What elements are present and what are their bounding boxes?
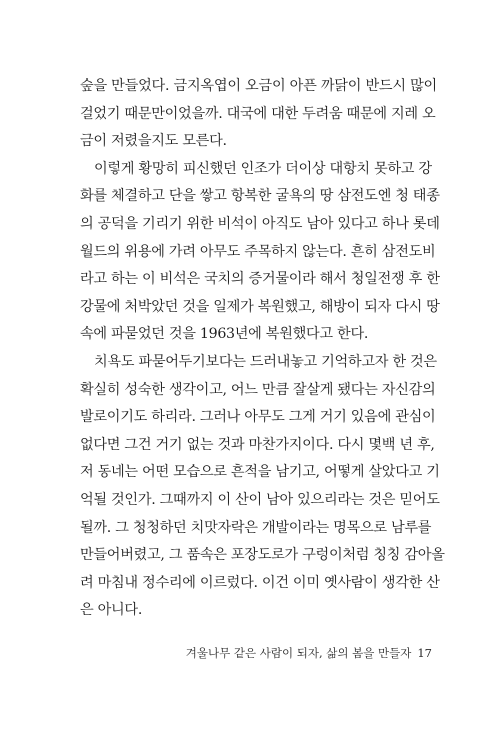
- text-line: 확실히 성숙한 생각이고, 어느 만큼 잘살게 됐다는 자신감의: [80, 381, 436, 398]
- page-number: 17: [417, 646, 432, 660]
- running-title: 겨울나무 같은 사람이 되자, 삶의 봄을 만들자: [185, 646, 412, 660]
- text-line: 은 아니다.: [80, 602, 143, 619]
- text-line: 치욕도 파묻어두기보다는 드러내놓고 기억하고자 한 것은: [94, 353, 437, 370]
- text-line: 억될 것인가. 그때까지 이 산이 남아 있으리라는 것은 믿어도: [80, 491, 440, 508]
- paragraph-1: [80, 73, 438, 156]
- text-line: 려 마침내 정수리에 이르렀다. 이건 이미 옛사람이 생각한 산: [80, 574, 440, 591]
- paragraph-2: [80, 156, 440, 349]
- text-line: 만들어버렸고, 그 품속은 포장도로가 구렁이처럼 칭칭 감아올: [80, 547, 445, 564]
- page-footer: [80, 645, 432, 661]
- text-line: 속에 파묻었던 것을 1963년에 복원했다고 한다.: [80, 326, 369, 343]
- text-line: 이렇게 황망히 피신했던 인조가 더이상 대항치 못하고 강: [94, 160, 432, 177]
- text-line: 걸었기 때문만이었을까. 대국에 대한 두려움 때문에 지레 오: [80, 105, 436, 122]
- paragraph-3: [80, 349, 445, 625]
- text-line: 숲을 만들었다. 금지옥엽이 오금이 아픈 까닭이 반드시 많이: [80, 78, 438, 94]
- text-line: 될까. 그 청청하던 치맛자락은 개발이라는 명목으로 남루를: [80, 519, 432, 536]
- text-line: 없다면 그건 거기 없는 것과 마찬가지이다. 다시 몇백 년 후,: [80, 436, 435, 453]
- text-line: 강물에 처박았던 것을 일제가 복원했고, 해방이 되자 다시 땅: [80, 298, 440, 315]
- text-line: 라고 하는 이 비석은 국치의 증거물이라 해서 청일전쟁 후 한: [80, 271, 440, 288]
- text-line: 발로이기도 하리라. 그러나 아무도 그게 거기 있음에 관심이: [80, 409, 436, 426]
- text-line: 금이 저렸을지도 모른다.: [80, 133, 227, 150]
- body-text: [80, 73, 445, 625]
- text-line: 의 공덕을 기리기 위한 비석이 아직도 남아 있다고 하나 롯데: [80, 215, 440, 232]
- text-line: 월드의 위용에 가려 아무도 주목하지 않는다. 흔히 삼전도비: [80, 243, 436, 260]
- text-line: 화를 체결하고 단을 쌓고 항복한 굴욕의 땅 삼전도엔 청 태종: [80, 188, 440, 205]
- text-line: 저 동네는 어떤 모습으로 흔적을 남기고, 어떻게 살았다고 기: [80, 464, 440, 481]
